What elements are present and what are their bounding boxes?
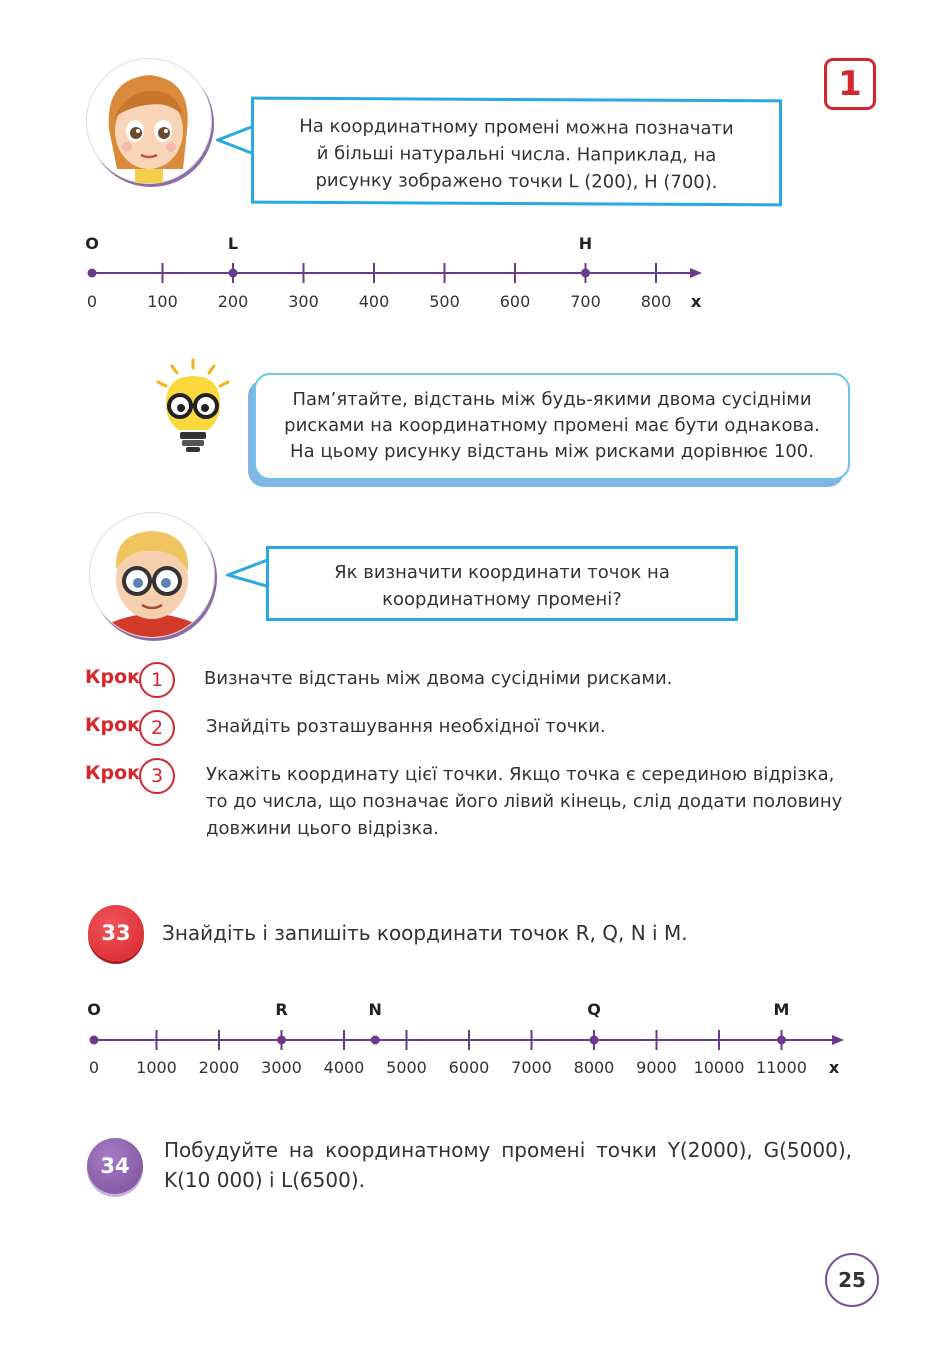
tick-label: 200 [217,292,249,311]
bubble-tail [216,122,256,162]
step-1-text: Визначте відстань між двома сусідніми рисками. [204,668,673,689]
step-3-text [206,761,842,842]
tick-label: 500 [429,292,460,311]
point-label-L: L [227,234,239,253]
point-R [277,1036,286,1045]
point-label-M: M [773,1000,790,1019]
point-N [371,1036,380,1045]
question-line-1: Як визначити координати точок на [334,562,670,583]
note-line-3: На цьому рисунку відстань між рисками дорівнює 100. [290,441,814,462]
origin-label: O [87,1000,101,1019]
tick-label: 11000 [756,1058,807,1077]
step-3-number: 3 [139,758,175,794]
step-3-line-3: довжини цього відрізка. [206,818,439,839]
tick-label: 5000 [386,1058,427,1077]
chapter-badge: 1 [824,58,876,110]
lightbulb-glasses-icon [152,358,234,458]
tick-label: 6000 [448,1058,490,1077]
note-line-2: рисками на координатному промені має бути однакова. [284,415,820,436]
boy-face-icon [90,513,214,637]
task-34-line-1: Побудуйте на координатному промені точки Y(2000), G(5000), [164,1138,852,1162]
axis-label: x [828,1058,840,1077]
step-3-label: Крок [85,762,141,784]
note-line-1: Пам’ятайте, відстань між будь-якими двома сусідніми [292,389,812,410]
girl-face-icon [87,59,211,183]
step-3-line-1: Укажіть координату цієї точки. Якщо точка є серединою відрізка, [206,764,835,785]
point-H [581,269,590,278]
point-label-R: R [275,1000,288,1019]
remember-note [254,373,850,480]
step-2-number: 2 [139,710,175,746]
point-label-Q: Q [587,1000,601,1019]
tick-label: 3000 [261,1058,302,1077]
intro-speech-bubble [251,97,782,207]
step-3-line-2: то до числа, що позначає його лівий кінець, слід додати половину [206,791,843,812]
tick-label: 0 [88,1058,100,1077]
ray-arrowhead [690,268,702,278]
axis-label: x [690,292,702,311]
question-line-2: координатному промені? [382,589,622,610]
intro-line-3: рисунку зображено точки L (200), H (700). [315,169,718,194]
point-Q [590,1036,599,1045]
tick-label: 800 [640,292,672,311]
origin-point [90,1036,99,1045]
coordinate-ray-2 [0,990,935,1090]
girl-avatar [86,58,212,184]
origin-point [88,269,97,278]
tick-label: 700 [570,292,601,311]
origin-label: O [85,234,99,253]
tick-label: 1000 [136,1058,177,1077]
point-L [229,269,238,278]
intro-line-1: На координатному промені можна позначати [299,115,734,140]
step-2-label: Крок [85,714,141,736]
tick-label: 10000 [693,1058,745,1077]
task-33-text: Знайдіть і запишіть координати точок R, Q, N і M. [162,921,688,945]
question-speech-bubble [266,546,738,621]
tick-label: 7000 [511,1058,552,1077]
tick-label: 600 [499,292,531,311]
step-2-text: Знайдіть розташування необхідної точки. [206,716,606,737]
tick-label: 4000 [323,1058,365,1077]
task-34-line-2: K(10 000) і L(6500). [164,1168,365,1192]
task-33-number: 33 [88,905,144,961]
point-label-H: H [578,234,593,253]
point-M [777,1036,786,1045]
tick-label: 300 [288,292,319,311]
step-1-number: 1 [139,662,175,698]
page-number: 25 [825,1253,879,1307]
boy-avatar [89,512,215,638]
tick-label: 2000 [198,1058,240,1077]
intro-line-2: й більші натуральні числа. Наприклад, на [316,142,717,167]
coordinate-ray-1 [0,225,935,325]
ray-arrowhead [832,1035,844,1045]
task-34-number: 34 [87,1138,143,1194]
task-34-text [164,1135,852,1195]
tick-label: 0 [86,292,98,311]
tick-label: 100 [147,292,178,311]
tick-label: 8000 [573,1058,615,1077]
step-1-label: Крок [85,666,141,688]
point-label-N: N [368,1000,382,1019]
tick-label: 9000 [636,1058,677,1077]
tick-label: 400 [358,292,390,311]
